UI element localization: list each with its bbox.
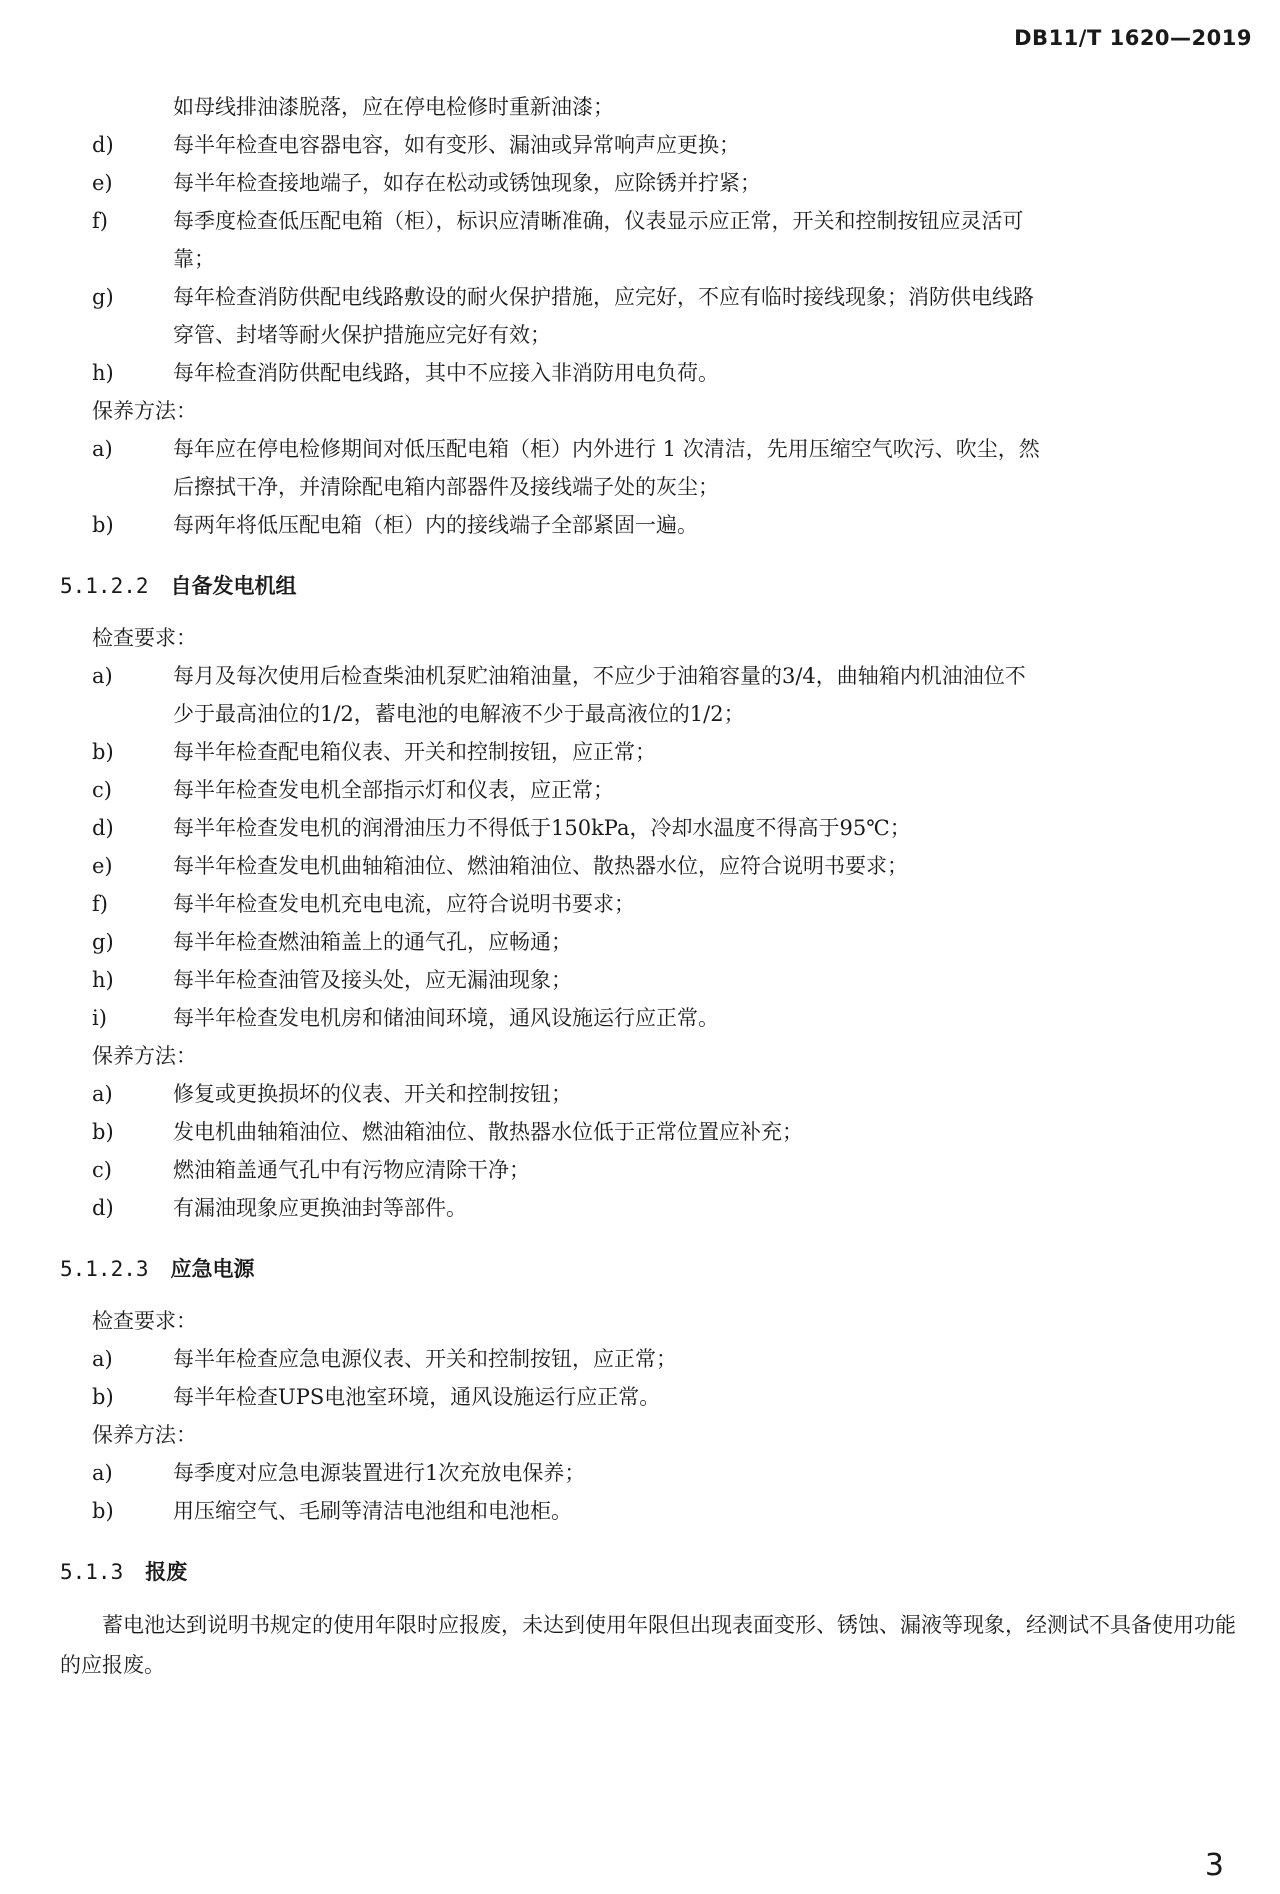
list-item-text-line: 每半年检查发电机全部指示灯和仪表，应正常；	[173, 778, 614, 802]
document-code: DB11/T 1620—2019	[1014, 26, 1252, 50]
list-item	[60, 1113, 1245, 1151]
section-heading-5-1-3	[60, 1553, 1245, 1591]
list-item-marker: b)	[92, 513, 114, 537]
section-number: 5.1.3	[60, 1560, 124, 1584]
list-item-marker: a)	[92, 437, 113, 461]
list-item	[60, 885, 1245, 923]
list-item-text-line: 每年应在停电检修期间对低压配电箱（柜）内外进行 1 次清洁，先用压缩空气吹污、吹尘，然	[173, 437, 1040, 461]
section-heading-5-1-2-3	[60, 1250, 1245, 1288]
list-item-marker: a)	[92, 1082, 113, 1106]
list-item-text-line: 每半年检查配电箱仪表、开关和控制按钮，应正常；	[173, 740, 656, 764]
list-item-marker: e)	[92, 171, 113, 195]
list-item-text-line: 每半年检查应急电源仪表、开关和控制按钮，应正常；	[173, 1347, 677, 1371]
list-item	[60, 1189, 1245, 1227]
list-item	[60, 1340, 1245, 1378]
list-item-text-line: 每两年将低压配电箱（柜）内的接线端子全部紧固一遍。	[173, 513, 698, 537]
section-number: 5.1.2.2	[60, 574, 149, 598]
list-item	[60, 961, 1245, 999]
list-item-marker: a)	[92, 1461, 113, 1485]
maint-label-5-1-2-1: 保养方法：	[92, 399, 197, 423]
list-item-marker: d)	[92, 1196, 114, 1220]
maint-list-5-1-2-3	[60, 1454, 1245, 1530]
list-item	[60, 733, 1245, 771]
list-item-marker: b)	[92, 1499, 114, 1523]
maint-list-5-1-2-1	[60, 430, 1245, 544]
intro-continuation: 如母线排油漆脱落，应在停电检修时重新油漆；	[173, 95, 614, 119]
list-item-marker: c)	[92, 778, 112, 802]
list-item-marker: e)	[92, 854, 113, 878]
section-number: 5.1.2.3	[60, 1257, 149, 1281]
list-item-marker: i)	[92, 1006, 107, 1030]
section-title: 报废	[145, 1559, 188, 1584]
list-item-text-line: 修复或更换损坏的仪表、开关和控制按钮；	[173, 1082, 572, 1106]
list-item-marker: b)	[92, 740, 114, 764]
list-item-text-line: 每半年检查油管及接头处，应无漏油现象；	[173, 968, 572, 992]
list-item-text-line: 每年检查消防供配电线路敷设的耐火保护措施，应完好，不应有临时接线现象；消防供电线路	[173, 285, 1034, 309]
page-number: 3	[1204, 1848, 1224, 1883]
list-item-text-line: 每季度检查低压配电箱（柜），标识应清晰准确，仪表显示应正常，开关和控制按钮应灵活可	[173, 209, 1024, 233]
list-item-marker: h)	[92, 968, 114, 992]
list-item-text-line: 发电机曲轴箱油位、燃油箱油位、散热器水位低于正常位置应补充；	[173, 1120, 803, 1144]
list-item-text-line: 每半年检查燃油箱盖上的通气孔，应畅通；	[173, 930, 572, 954]
list-item	[60, 1075, 1245, 1113]
list-item	[60, 506, 1245, 544]
list-item	[60, 430, 1245, 506]
list-item-text-line: 每半年检查发电机的润滑油压力不得低于150kPa，冷却水温度不得高于95℃；	[173, 816, 911, 840]
list-item-marker: d)	[92, 816, 114, 840]
list-item-text-line: 每半年检查发电机曲轴箱油位、燃油箱油位、散热器水位，应符合说明书要求；	[173, 854, 908, 878]
list-item-text-line: 靠；	[173, 247, 215, 271]
list-item-text-line: 少于最高油位的1/2，蓄电池的电解液不少于最高液位的1/2；	[173, 702, 745, 726]
inspect-list-5-1-2-2	[60, 657, 1245, 1037]
list-item-marker: h)	[92, 361, 114, 385]
list-item-text-line: 每半年检查发电机充电电流，应符合说明书要求；	[173, 892, 635, 916]
list-item	[60, 1378, 1245, 1416]
list-item-marker: b)	[92, 1385, 114, 1409]
list-item	[60, 809, 1245, 847]
list-item-text-line: 每季度对应急电源装置进行1次充放电保养；	[173, 1461, 586, 1485]
list-item-marker: a)	[92, 664, 113, 688]
list-item	[60, 999, 1245, 1037]
list-item-text-line: 燃油箱盖通气孔中有污物应清除干净；	[173, 1158, 530, 1182]
list-item	[60, 354, 1245, 392]
list-item-marker: f)	[92, 209, 108, 233]
maint-label-5-1-2-3: 保养方法：	[92, 1423, 197, 1447]
list-item	[60, 126, 1245, 164]
list-item-text-line: 有漏油现象应更换油封等部件。	[173, 1196, 467, 1220]
section-title: 应急电源	[170, 1256, 255, 1281]
list-item-text-line: 用压缩空气、毛刷等清洁电池组和电池柜。	[173, 1499, 572, 1523]
list-item-marker: g)	[92, 930, 114, 954]
inspect-list-5-1-2-3	[60, 1340, 1245, 1416]
list-item	[60, 1454, 1245, 1492]
list-item-marker: f)	[92, 892, 108, 916]
list-item	[60, 202, 1245, 278]
page-content	[60, 88, 1245, 1685]
list-item-text-line: 每半年检查接地端子，如存在松动或锈蚀现象，应除锈并拧紧；	[173, 171, 761, 195]
list-item-marker: g)	[92, 285, 114, 309]
section-heading-5-1-2-2	[60, 567, 1245, 605]
list-item	[60, 923, 1245, 961]
list-item-text-line: 后擦拭干净，并清除配电箱内部器件及接线端子处的灰尘；	[173, 475, 719, 499]
inspect-list-5-1-2-1	[60, 126, 1245, 392]
list-item-text-line: 每月及每次使用后检查柴油机泵贮油箱油量，不应少于油箱容量的3/4，曲轴箱内机油油位不	[173, 664, 1026, 688]
list-item-marker: a)	[92, 1347, 113, 1371]
list-item-marker: d)	[92, 133, 114, 157]
inspect-label-5-1-2-2: 检查要求：	[92, 626, 197, 650]
section-paragraph-5-1-3: 蓄电池达到说明书规定的使用年限时应报废，未达到使用年限但出现表面变形、锈蚀、漏液等现象，经测试不具备使用功能的应报废。	[60, 1613, 1236, 1677]
inspect-label-5-1-2-3: 检查要求：	[92, 1309, 197, 1333]
list-item	[60, 164, 1245, 202]
list-item	[60, 771, 1245, 809]
list-item	[60, 1151, 1245, 1189]
list-item-text-line: 每半年检查发电机房和储油间环境，通风设施运行应正常。	[173, 1006, 719, 1030]
maint-label-5-1-2-2: 保养方法：	[92, 1044, 197, 1068]
list-item	[60, 278, 1245, 354]
list-item-text-line: 每年检查消防供配电线路，其中不应接入非消防用电负荷。	[173, 361, 719, 385]
list-item-text-line: 穿管、封堵等耐火保护措施应完好有效；	[173, 323, 551, 347]
section-title: 自备发电机组	[170, 573, 297, 598]
list-item-marker: b)	[92, 1120, 114, 1144]
list-item	[60, 1492, 1245, 1530]
maint-list-5-1-2-2	[60, 1075, 1245, 1227]
list-item-text-line: 每半年检查电容器电容，如有变形、漏油或异常响声应更换；	[173, 133, 740, 157]
list-item-marker: c)	[92, 1158, 112, 1182]
list-item	[60, 847, 1245, 885]
list-item	[60, 657, 1245, 733]
list-item-text-line: 每半年检查UPS电池室环境，通风设施运行应正常。	[173, 1385, 661, 1409]
